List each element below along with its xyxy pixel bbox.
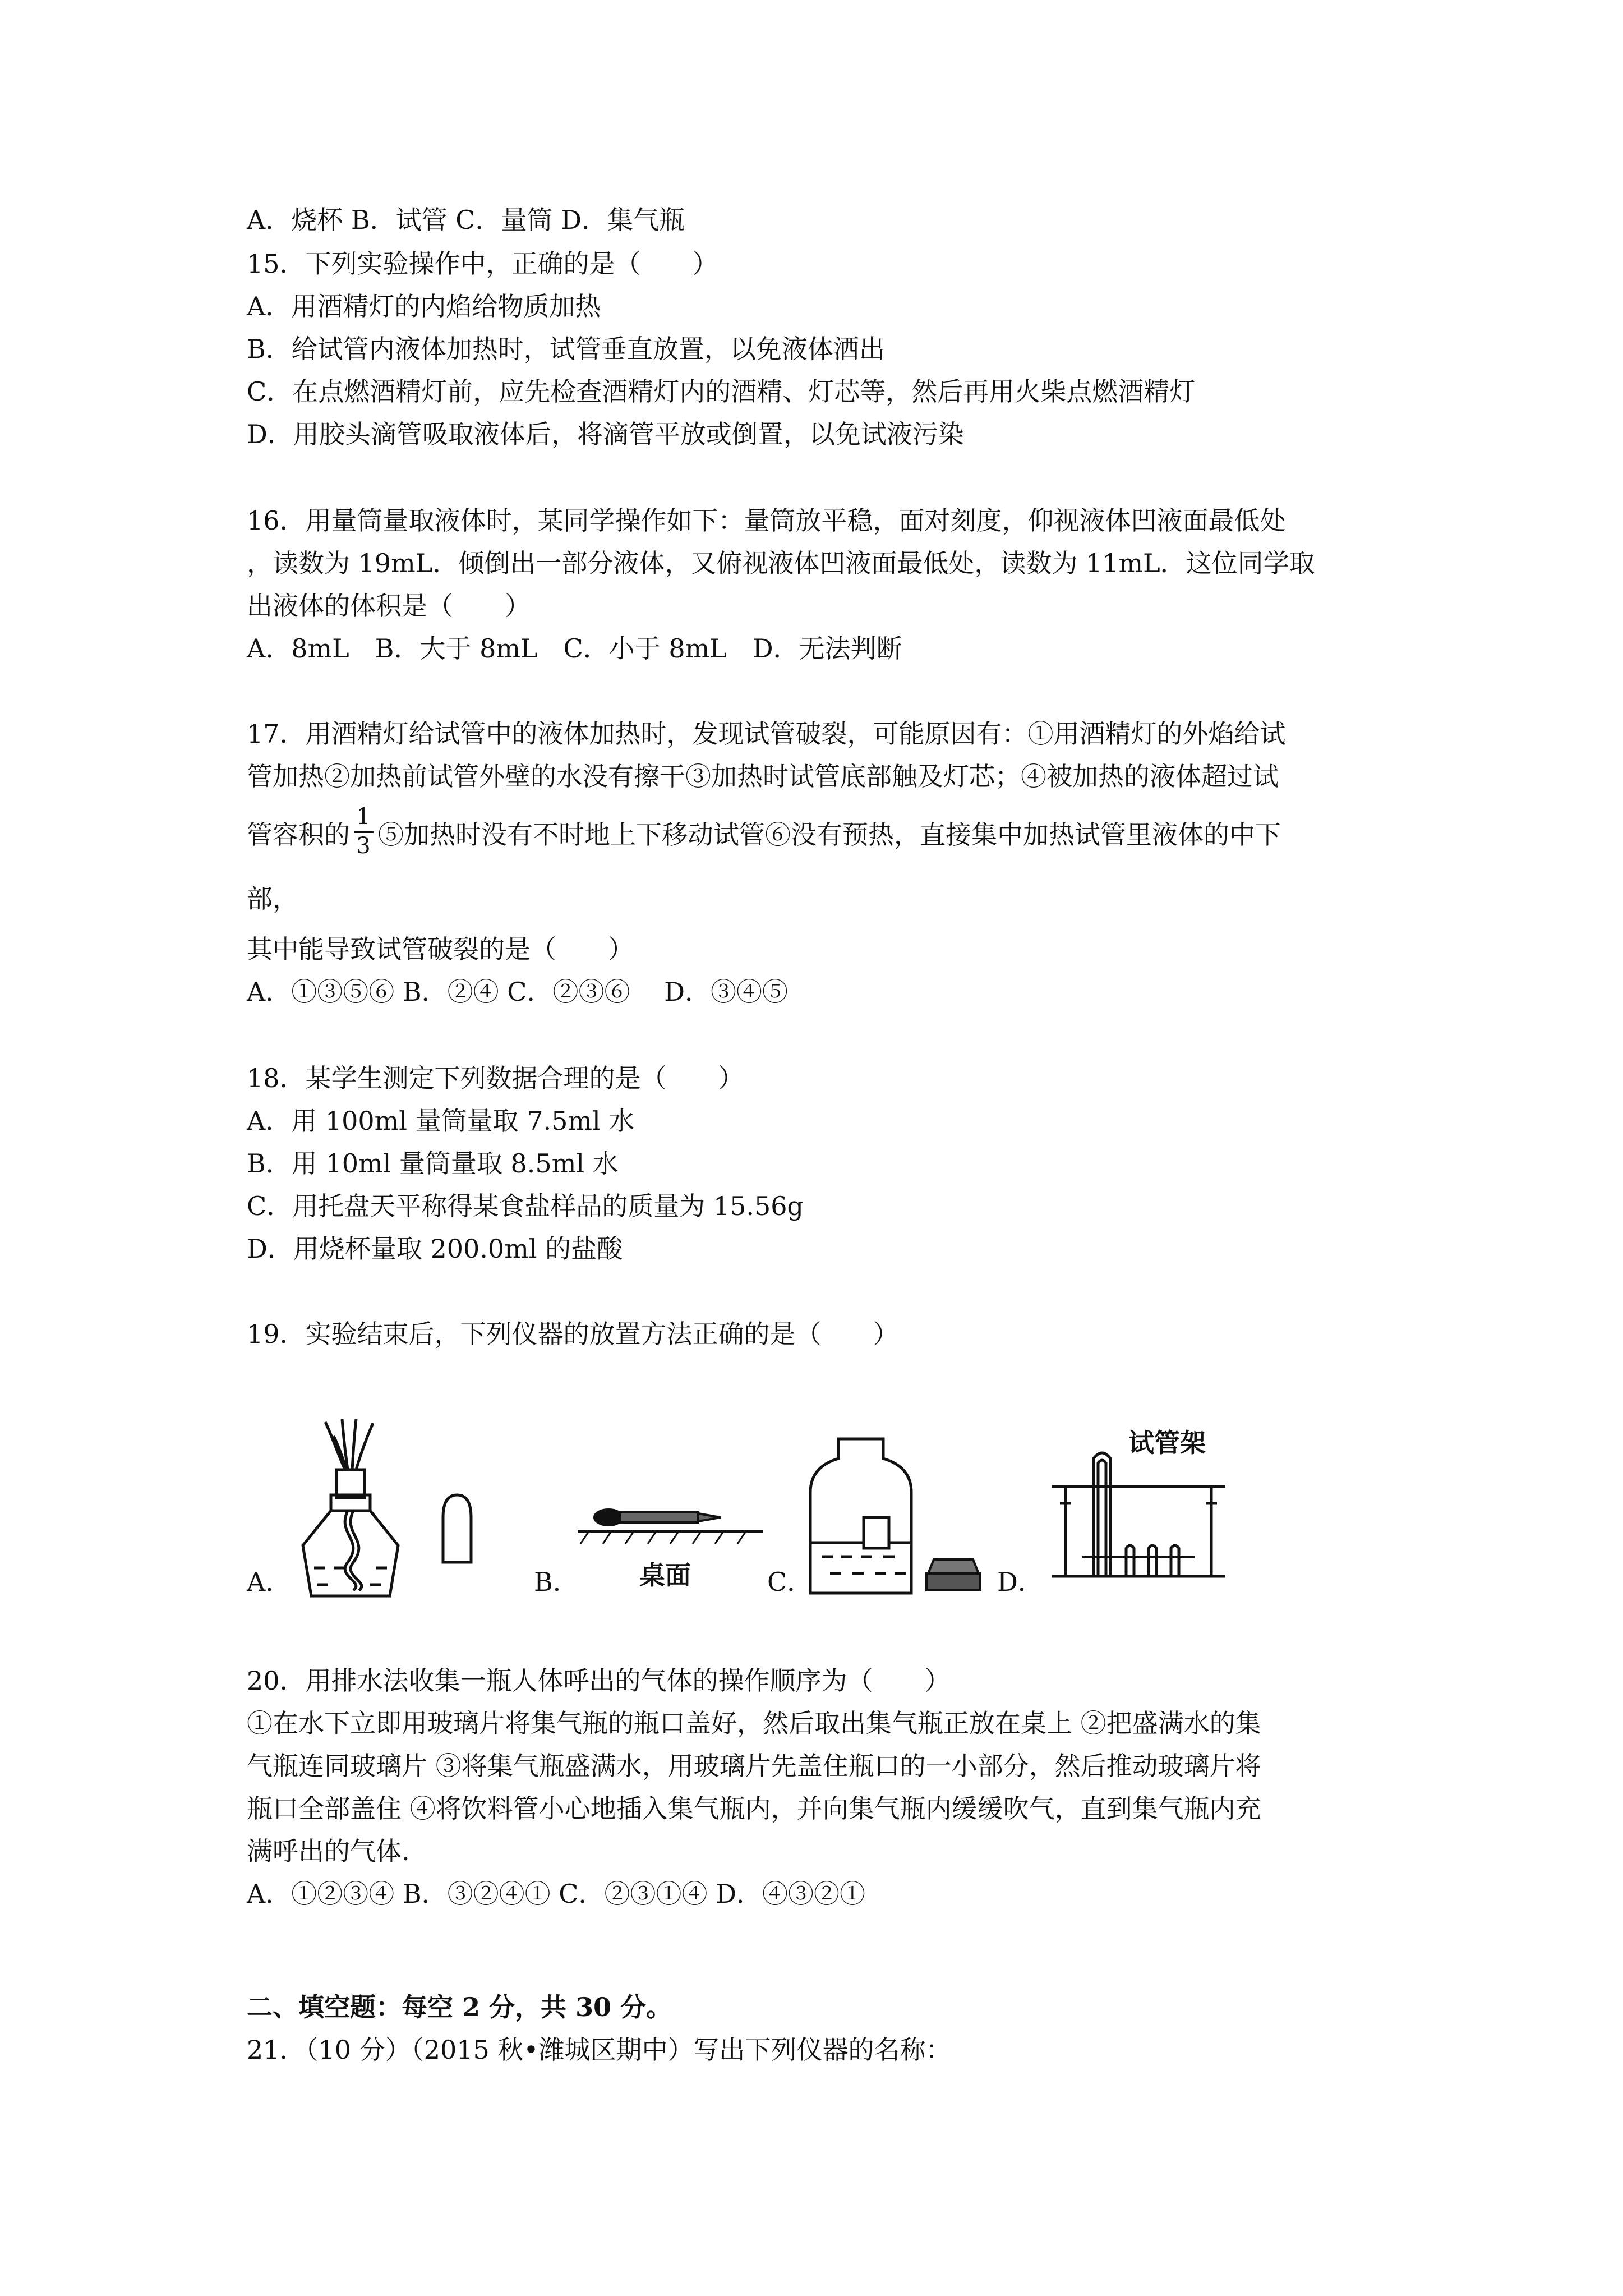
q19-label-d: D． xyxy=(997,1567,1044,1597)
q19-caption-rack: 试管架 xyxy=(1128,1428,1206,1458)
q19-label-b: B． xyxy=(534,1567,579,1597)
q18-option-a: A．用 100ml 量筒量取 7.5ml 水 xyxy=(247,1106,635,1136)
section-2-heading: 二、填空题：每空 2 分，共 30 分。 xyxy=(247,1992,672,2022)
q17-line3-post: ⑤加热时没有不时地上下移动试管⑥没有预热，直接集中加热试管里液体的中下 xyxy=(378,820,1281,850)
q20-stem: 20．用排水法收集一瓶人体呼出的气体的操作顺序为（ ） xyxy=(247,1665,951,1696)
q18-option-b: B．用 10ml 量筒量取 8.5ml 水 xyxy=(247,1148,619,1179)
q17-line1: 17．用酒精灯给试管中的液体加热时，发现试管破裂，可能原因有：①用酒精灯的外焰给试 xyxy=(247,719,1286,749)
fraction-denominator: 3 xyxy=(356,833,371,859)
q19-caption-desk: 桌面 xyxy=(639,1560,691,1590)
dropper-on-table-icon xyxy=(578,1503,768,1548)
q15-option-b: B．给试管内液体加热时，试管垂直放置，以免液体洒出 xyxy=(247,334,885,364)
q19-label-a: A． xyxy=(247,1567,292,1597)
q19-label-c: C． xyxy=(767,1567,813,1597)
q20-line4: 满呼出的气体. xyxy=(247,1836,410,1866)
alcohol-lamp-icon xyxy=(292,1416,494,1602)
q17-line4: 部， xyxy=(247,884,298,914)
q15-stem: 15．下列实验操作中，正确的是（ ） xyxy=(247,249,718,279)
q17-line3-pre: 管容积的 xyxy=(247,820,350,850)
fraction-numerator: 1 xyxy=(356,804,371,830)
q18-stem: 18．某学生测定下列数据合理的是（ ） xyxy=(247,1063,744,1093)
q20-options: A．①②③④ B．③②④① C．②③①④ D．④③②① xyxy=(247,1879,865,1909)
q15-option-c: C．在点燃酒精灯前，应先检查酒精灯内的酒精、灯芯等，然后再用火柴点燃酒精灯 xyxy=(247,376,1196,407)
q17-options: A．①③⑤⑥ B．②④ C．②③⑥ D．③④⑤ xyxy=(247,977,788,1007)
q16-line3: 出液体的体积是（ ） xyxy=(247,591,531,621)
q18-option-c: C．用托盘天平称得某食盐样品的质量为 15.56g xyxy=(247,1191,804,1221)
q17-line5: 其中能导致试管破裂的是（ ） xyxy=(247,934,634,964)
q17-line3 xyxy=(247,804,1281,859)
q21-stem: 21．（10 分）（2015 秋•潍城区期中）写出下列仪器的名称： xyxy=(247,2035,952,2065)
q16-options: A．8mL B．大于 8mL C．小于 8mL D．无法判断 xyxy=(247,633,902,664)
q18-option-d: D．用烧杯量取 200.0ml 的盐酸 xyxy=(247,1234,623,1264)
test-tube-rack-icon xyxy=(1049,1447,1228,1582)
q20-line1: ①在水下立即用玻璃片将集气瓶的瓶口盖好，然后取出集气瓶正放在桌上 ②把盛满水的集 xyxy=(247,1708,1261,1738)
q20-line2: 气瓶连同玻璃片 ③将集气瓶盛满水，用玻璃片先盖住瓶口的一小部分，然后推动玻璃片将 xyxy=(247,1751,1261,1781)
reagent-bottle-icon xyxy=(808,1436,987,1599)
q20-line3: 瓶口全部盖住 ④将饮料管小心地插入集气瓶内，并向集气瓶内缓缓吹气，直到集气瓶内充 xyxy=(247,1793,1261,1824)
q15-option-d: D．用胶头滴管吸取液体后，将滴管平放或倒置，以免试液污染 xyxy=(247,419,964,449)
q17-line2: 管加热②加热前试管外壁的水没有擦干③加热时试管底部触及灯芯；④被加热的液体超过试 xyxy=(247,761,1279,792)
q16-line2: ，读数为 19mL．倾倒出一部分液体，又俯视液体凹液面最低处，读数为 11mL．这位同学取 xyxy=(247,548,1315,578)
q14-options: A．烧杯 B．试管 C．量筒 D．集气瓶 xyxy=(247,205,685,235)
q19-stem: 19．实验结束后，下列仪器的放置方法正确的是（ ） xyxy=(247,1319,899,1349)
q16-line1: 16．用量筒量取液体时，某同学操作如下：量筒放平稳，面对刻度，仰视液体凹液面最低处 xyxy=(247,505,1286,536)
fraction xyxy=(350,804,378,859)
q15-option-a: A．用酒精灯的内焰给物质加热 xyxy=(247,291,601,321)
